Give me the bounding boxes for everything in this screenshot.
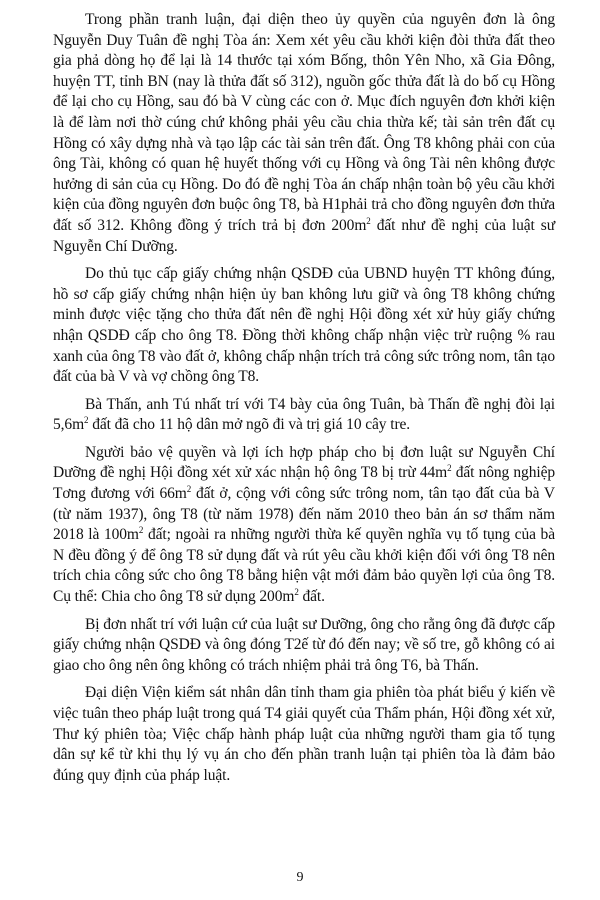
- superscript-exponent: 2: [294, 587, 299, 598]
- paragraph: [53, 615, 555, 677]
- paragraph-text: Người bảo vệ quyền và lợi ích hợp pháp cho bị đơn luật sư Nguyễn Chí Dưỡng đề nghị Hội đồng xét xử xác nhận hộ ông T8 bị trừ 44m: [53, 443, 555, 482]
- document-body: [53, 10, 555, 793]
- paragraph-text: Bà Thấn, anh Tú nhất trí với T4 bày của ông Tuân, bà Thấn đề nghị đòi lại 5,6m: [53, 395, 555, 434]
- paragraph-text: đất.: [298, 588, 325, 606]
- paragraph: [53, 683, 555, 786]
- paragraph-text: đất như đề nghị của luật sư Nguyễn Chí Dưỡng.: [53, 216, 555, 255]
- superscript-exponent: 2: [186, 484, 192, 495]
- superscript-exponent: 2: [366, 215, 371, 226]
- paragraph-text: Do thủ tục cấp giấy chứng nhận QSDĐ của UBND huyện TT không đúng, hồ sơ cấp giấy chứng nhận hiện ủy ban không lưu giữ và ông T8 không chứng minh được việc tặng cho thửa đất nên đề nghị Hội đồng xét xử hủy giấy chứng nhận QSDĐ cấp cho ông T8. Đồng thời không chấp nhận việc trừ ruộng % rau xanh của ông T8 vào đất ở, không chấp nhận trích trả công sức trông nom, tân tạo đất của bà V và vợ chồng ông T8.: [53, 265, 555, 386]
- paragraph: [53, 10, 555, 257]
- superscript-exponent: 2: [138, 525, 144, 536]
- paragraph: [53, 395, 555, 436]
- paragraph-text: đất đã cho 11 hộ dân mở ngõ đi và trị giá 10 cây tre.: [88, 416, 411, 434]
- paragraph-text: đất ở, cộng với công sức trông nom, tân tạo đất của bà V (từ năm 1937), ông T8 (từ năm 1978) đến năm 2010 theo bản án sơ thẩm năm 2018 là 100m: [53, 485, 555, 544]
- superscript-exponent: 2: [447, 463, 452, 474]
- page-number: 9: [296, 870, 304, 885]
- paragraph: [53, 264, 555, 388]
- paragraph-text: Đại diện Viện kiểm sát nhân dân tỉnh tham gia phiên tòa phát biểu ý kiến về việc tuân theo pháp luật trong quá T4 giải quyết của Thẩm phán, Hội đồng xét xử, Thư ký phiên tòa; Việc chấp hành pháp luật của những người tham gia tố tụng dân sự kể từ khi thụ lý vụ án cho đến phần tranh luận tại phiên tòa là đảm bảo đúng quy định của pháp luật.: [53, 684, 555, 784]
- paragraph-text: Trong phần tranh luận, đại diện theo ủy quyền của nguyên đơn là ông Nguyễn Duy Tuân đề nghị Tòa án: Xem xét yêu cầu khởi kiện đòi thửa đất theo gia phả dòng họ để lại là 14 thước tại xóm Bống, thôn Yên Nho, xã Gia Đông, huyện TT, tỉnh BN (nay là thửa đất số 312), nguồn gốc thửa đất là do bố cụ Hồng để lại cho cụ Hồng, sau đó bà V cùng các con ở. Mục đích nguyên đơn khởi kiện là để làm nơi thờ cúng chứ không phải yêu cầu chia thừa kế; tài sản trên đất cụ Hồng có xây dựng nhà và tạo lập các tài sản trên đất. Ông T8 không phải con của ông Tài, không có quan hệ huyết thống với cụ Hồng và ông Tài nên không được hưởng di sản của cụ Hồng. Do đó đề nghị Tòa án chấp nhận toàn bộ yêu cầu khởi kiện của đồng nguyên đơn buộc ông T8, bà H1phải trả cho đồng nguyên đơn thửa đất số 312. Không đồng ý trích trả bị đơn 200m: [53, 11, 555, 234]
- paragraph-text: đất nông nghiệp Tơng đương với 66m: [53, 464, 555, 503]
- paragraph-text: Bị đơn nhất trí với luận cứ của luật sư Dưỡng, ông cho rằng ông đã được cấp giấy chứng nhận QSDĐ và ông đóng T2ế từ đó đến nay; về số tre, gỗ không có ai giao cho ông nên ông không có trách nhiệm phải trả ông T6, bà Thấn.: [53, 615, 555, 674]
- paragraph: [53, 443, 555, 608]
- paragraph-text: đất; ngoài ra những người thừa kế quyền nghĩa vụ tố tụng của bà N đều đồng ý để ông T8 sử dụng đất và rút yêu cầu khởi kiện đối với ông T8 nên trích chia công sức cho ông T8 bằng hiện vật mới đảm bảo quyền lợi của ông T8. Cụ thể: Chia cho ông T8 sử dụng 200m: [53, 526, 555, 606]
- superscript-exponent: 2: [84, 415, 89, 426]
